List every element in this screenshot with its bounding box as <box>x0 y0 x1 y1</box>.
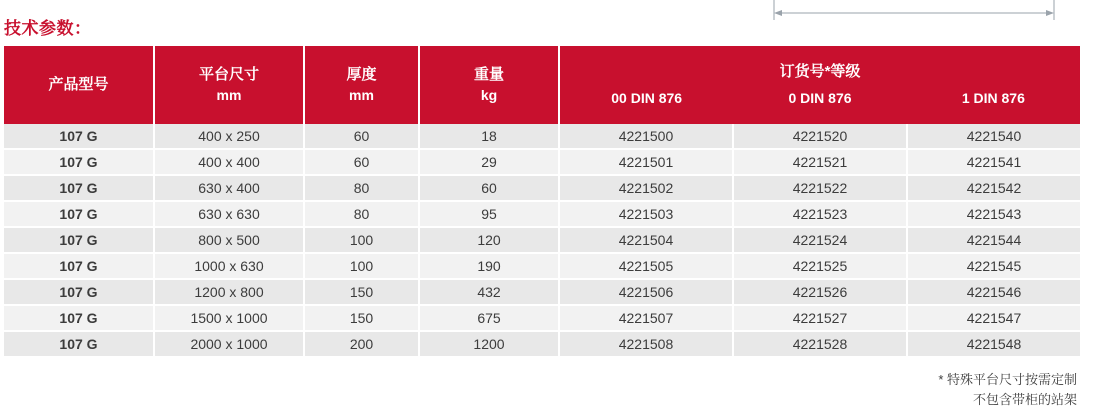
cell-weight: 18 <box>419 124 559 149</box>
dimension-arrow-icon <box>770 0 1058 22</box>
cell-grade-0: 4221527 <box>733 305 907 331</box>
header-weight <box>419 46 559 124</box>
table-row <box>4 253 1080 279</box>
cell-grade-1: 4221543 <box>907 201 1080 227</box>
cell-grade-1: 4221545 <box>907 253 1080 279</box>
cell-model: 107 G <box>4 149 154 175</box>
cell-model: 107 G <box>4 227 154 253</box>
cell-model: 107 G <box>4 201 154 227</box>
header-platform-size-unit: mm <box>216 86 242 103</box>
header-platform-size-label: 平台尺寸 <box>198 66 259 84</box>
cell-grade-00: 4221505 <box>559 253 733 279</box>
cell-grade-0: 4221521 <box>733 149 907 175</box>
header-order-group-label: 订货号*等级 <box>779 63 861 81</box>
cell-grade-0: 4221528 <box>733 331 907 357</box>
cell-thickness: 60 <box>304 124 419 149</box>
cell-grade-00: 4221504 <box>559 227 733 253</box>
cell-grade-1: 4221547 <box>907 305 1080 331</box>
cell-thickness: 100 <box>304 227 419 253</box>
cell-size: 400 x 400 <box>154 149 304 175</box>
cell-weight: 95 <box>419 201 559 227</box>
cell-weight: 29 <box>419 149 559 175</box>
cell-size: 400 x 250 <box>154 124 304 149</box>
header-weight-label: 重量 <box>473 66 504 84</box>
header-platform-size <box>154 46 304 124</box>
cell-thickness: 80 <box>304 175 419 201</box>
cell-thickness: 200 <box>304 331 419 357</box>
header-weight-unit: kg <box>480 86 498 103</box>
cell-grade-1: 4221542 <box>907 175 1080 201</box>
cell-size: 1200 x 800 <box>154 279 304 305</box>
cell-size: 1000 x 630 <box>154 253 304 279</box>
cell-thickness: 80 <box>304 201 419 227</box>
cell-grade-00: 4221500 <box>559 124 733 149</box>
cell-grade-1: 4221544 <box>907 227 1080 253</box>
cell-grade-1: 4221548 <box>907 331 1080 357</box>
cell-grade-0: 4221525 <box>733 253 907 279</box>
table-body <box>4 124 1080 357</box>
footnote-cabinet-stand: 不包含带柜的站架 <box>972 391 1077 407</box>
cell-grade-0: 4221526 <box>733 279 907 305</box>
footnotes <box>938 370 1077 409</box>
cell-size: 1500 x 1000 <box>154 305 304 331</box>
cell-size: 630 x 630 <box>154 201 304 227</box>
cell-grade-0: 4221524 <box>733 227 907 253</box>
table-row <box>4 331 1080 357</box>
cell-weight: 190 <box>419 253 559 279</box>
cell-weight: 675 <box>419 305 559 331</box>
header-order-group <box>559 46 1080 124</box>
cell-size: 630 x 400 <box>154 175 304 201</box>
header-grade-1: 1 DIN 876 <box>961 89 1025 106</box>
cell-thickness: 150 <box>304 279 419 305</box>
cell-grade-0: 4221522 <box>733 175 907 201</box>
cell-grade-00: 4221508 <box>559 331 733 357</box>
header-grade-0: 0 DIN 876 <box>788 89 852 106</box>
cell-model: 107 G <box>4 279 154 305</box>
cell-grade-00: 4221502 <box>559 175 733 201</box>
cell-model: 107 G <box>4 305 154 331</box>
table-row <box>4 201 1080 227</box>
cell-size: 800 x 500 <box>154 227 304 253</box>
cell-model: 107 G <box>4 253 154 279</box>
cell-grade-1: 4221546 <box>907 279 1080 305</box>
cell-grade-0: 4221520 <box>733 124 907 149</box>
cell-weight: 432 <box>419 279 559 305</box>
cell-weight: 1200 <box>419 331 559 357</box>
cell-grade-00: 4221506 <box>559 279 733 305</box>
cell-grade-1: 4221540 <box>907 124 1080 149</box>
table-header <box>4 46 1080 124</box>
table-row <box>4 279 1080 305</box>
header-model: 产品型号 <box>4 46 154 124</box>
table-row <box>4 227 1080 253</box>
cell-grade-1: 4221541 <box>907 149 1080 175</box>
cell-model: 107 G <box>4 175 154 201</box>
page-title: 技术参数： <box>4 19 92 38</box>
table-row <box>4 149 1080 175</box>
table-row <box>4 175 1080 201</box>
cell-size: 2000 x 1000 <box>154 331 304 357</box>
cell-weight: 120 <box>419 227 559 253</box>
cell-weight: 60 <box>419 175 559 201</box>
header-thickness-unit: mm <box>349 86 374 103</box>
header-thickness <box>304 46 419 124</box>
cell-grade-0: 4221523 <box>733 201 907 227</box>
header-thickness-label: 厚度 <box>346 66 377 84</box>
cell-grade-00: 4221507 <box>559 305 733 331</box>
cell-thickness: 150 <box>304 305 419 331</box>
cell-thickness: 60 <box>304 149 419 175</box>
table-row <box>4 124 1080 149</box>
footnote-custom-size: * 特殊平台尺寸按需定制 <box>938 372 1077 387</box>
specs-table <box>4 46 1080 358</box>
cell-model: 107 G <box>4 124 154 149</box>
table-row <box>4 305 1080 331</box>
cell-grade-00: 4221503 <box>559 201 733 227</box>
cell-thickness: 100 <box>304 253 419 279</box>
cell-grade-00: 4221501 <box>559 149 733 175</box>
header-grade-00: 00 DIN 876 <box>611 89 683 106</box>
cell-model: 107 G <box>4 331 154 357</box>
